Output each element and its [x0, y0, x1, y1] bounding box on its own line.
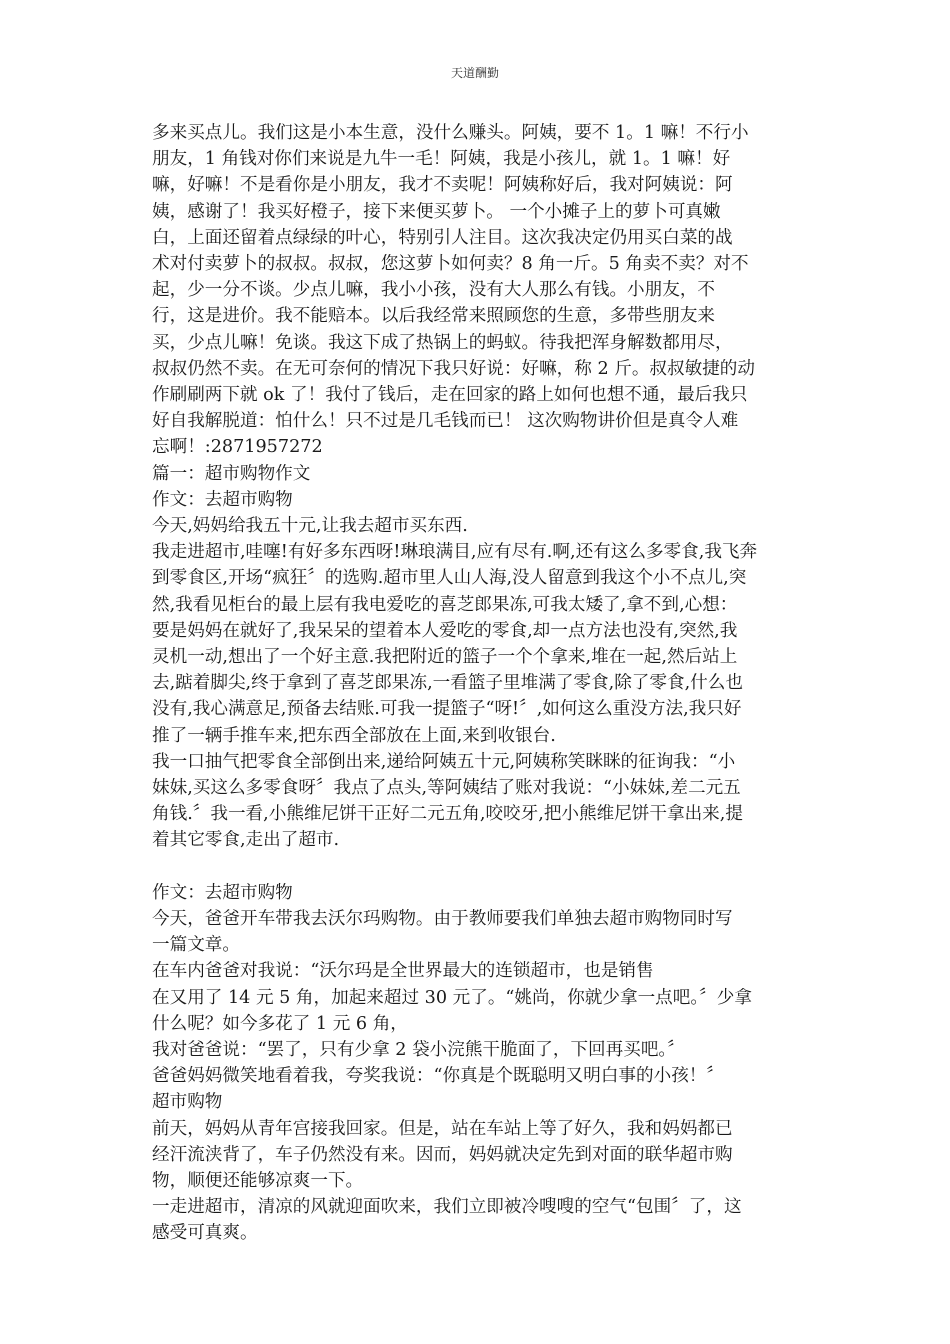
text-line: 起，少一分不谈。少点儿嘛，我小小孩，没有大人那么有钱。小朋友，不 [152, 280, 716, 301]
text-line: 好自我解脱道：怕什么！只不过是几毛钱而已！ 这次购物讲价但是真令人难 [152, 411, 739, 432]
text-line: 没有,我心满意足,预备去结账.可我一提篮子“呀!〞,如何这么重没方法,我只好 [152, 699, 742, 720]
text-line: 感受可真爽。 [152, 1223, 258, 1244]
text-line: 超市购物 [152, 1092, 223, 1113]
text-line: 前天，妈妈从青年宫接我回家。但是，站在车站上等了好久，我和妈妈都已 [152, 1118, 733, 1139]
text-line: 妹妹,买这么多零食呀〞我点了点头,等阿姨结了账对我说：“小妹妹,差二元五 [152, 778, 741, 799]
text-line: 爸爸妈妈微笑地看着我，夸奖我说：“你真是个既聪明又明白事的小孩！〞 [152, 1066, 724, 1087]
text-line: 着其它零食,走出了超市. [152, 830, 340, 851]
text-line: 经汗流浃背了，车子仍然没有来。因而，妈妈就决定先到对面的联华超市购 [152, 1144, 733, 1165]
text-line: 一篇文章。 [152, 935, 240, 956]
text-line: 在又用了 14 元 5 角，加起来超过 30 元了。“姚尚，你就少拿一点吧。〞少拿 [152, 987, 752, 1008]
text-line: 今天,妈妈给我五十元,让我去超市买东西. [152, 516, 468, 537]
text-line: 作文：去超市购物 [152, 489, 293, 510]
text-line: 要是妈妈在就好了,我呆呆的望着本人爱吃的零食,却一点方法也没有,突然,我 [152, 620, 738, 641]
text-line: 一走进超市，清凉的风就迎面吹来，我们立即被冷嗖嗖的空气“包围〞了，这 [152, 1197, 742, 1218]
text-line: 什么呢？如今多花了 1 元 6 角， [152, 1013, 408, 1034]
text-line: 忘啊！:2871957272 [152, 437, 323, 458]
text-line: 行，这是进价。我不能赔本。以后我经常来照顾您的生意，多带些朋友来 [152, 306, 716, 327]
text-line: 姨，感谢了！我买好橙子，接下来便买萝卜。 一个小摊子上的萝卜可真嫩 [152, 201, 721, 222]
text-line: 我一口抽气把零食全部倒出来,递给阿姨五十元,阿姨称笑眯眯的征询我：“小 [152, 751, 736, 772]
text-line: 我对爸爸说：“罢了，只有少拿 2 袋小浣熊干脆面了，下回再买吧。〞 [152, 1039, 685, 1060]
text-line: 物，顺便还能够凉爽一下。 [152, 1170, 364, 1191]
text-line: 作文：去超市购物 [152, 882, 293, 903]
page-header: 天道酬勤 [450, 66, 499, 80]
document-body [152, 120, 806, 1247]
text-line: 去,踮着脚尖,终于拿到了喜芝郎果冻,一看篮子里堆满了零食,除了零食,什么也 [152, 673, 743, 694]
text-line: 作刷刷两下就 ok 了！我付了钱后，走在回家的路上如何也想不通，最后我只 [152, 385, 748, 406]
text-line: 白，上面还留着点绿绿的叶心，特别引人注目。这次我决定仍用买白菜的战 [152, 227, 733, 248]
text-line: 推了一辆手推车来,把东西全部放在上面,来到收银台. [152, 725, 556, 746]
text-line: 今天，爸爸开车带我去沃尔玛购物。由于教师要我们单独去超市购物同时写 [152, 908, 733, 929]
text-line: 买，少点儿嘛！免谈。我这下成了热锅上的蚂蚁。待我把浑身解数都用尽， [152, 332, 733, 353]
text-line: 朋友，1 角钱对你们来说是九牛一毛！阿姨，我是小孩儿，就 1。1 嘛！好 [152, 149, 731, 170]
text-line: 角钱.〞我一看,小熊维尼饼干正好二元五角,咬咬牙,把小熊维尼饼干拿出来,提 [152, 804, 743, 825]
text-line: 我走进超市,哇噻!有好多东西呀!琳琅满目,应有尽有.啊,还有这么多零食,我飞奔 [152, 542, 758, 563]
text-line: 灵机一动,想出了一个好主意.我把附近的篮子一个个拿来,堆在一起,然后站上 [152, 647, 738, 668]
text-line: 嘛，好嘛！不是看你是小朋友，我才不卖呢！阿姨称好后，我对阿姨说：阿 [152, 175, 733, 196]
text-line: 叔叔仍然不卖。在无可奈何的情况下我只好说：好嘛，称 2 斤。叔叔敏捷的动 [152, 358, 755, 379]
blank-line [152, 854, 806, 880]
text-line: 到零食区,开场“疯狂〞的选购.超市里人山人海,没人留意到我这个小不点儿,突 [152, 568, 747, 589]
text-line: 多来买点儿。我们这是小本生意，没什么赚头。阿姨，要不 1。1 嘛！不行小 [152, 123, 749, 143]
text-line: 然,我看见柜台的最上层有我电爱吃的喜芝郎果冻,可我太矮了,拿不到,心想： [152, 594, 738, 615]
text-line: 在车内爸爸对我说：“沃尔玛是全世界最大的连锁超市，也是销售 [152, 961, 654, 982]
text-line: 术对付卖萝卜的叔叔。叔叔，您这萝卜如何卖？8 角一斤。5 角卖不卖？对不 [152, 254, 749, 275]
text-line: 篇一：超市购物作文 [152, 463, 311, 484]
